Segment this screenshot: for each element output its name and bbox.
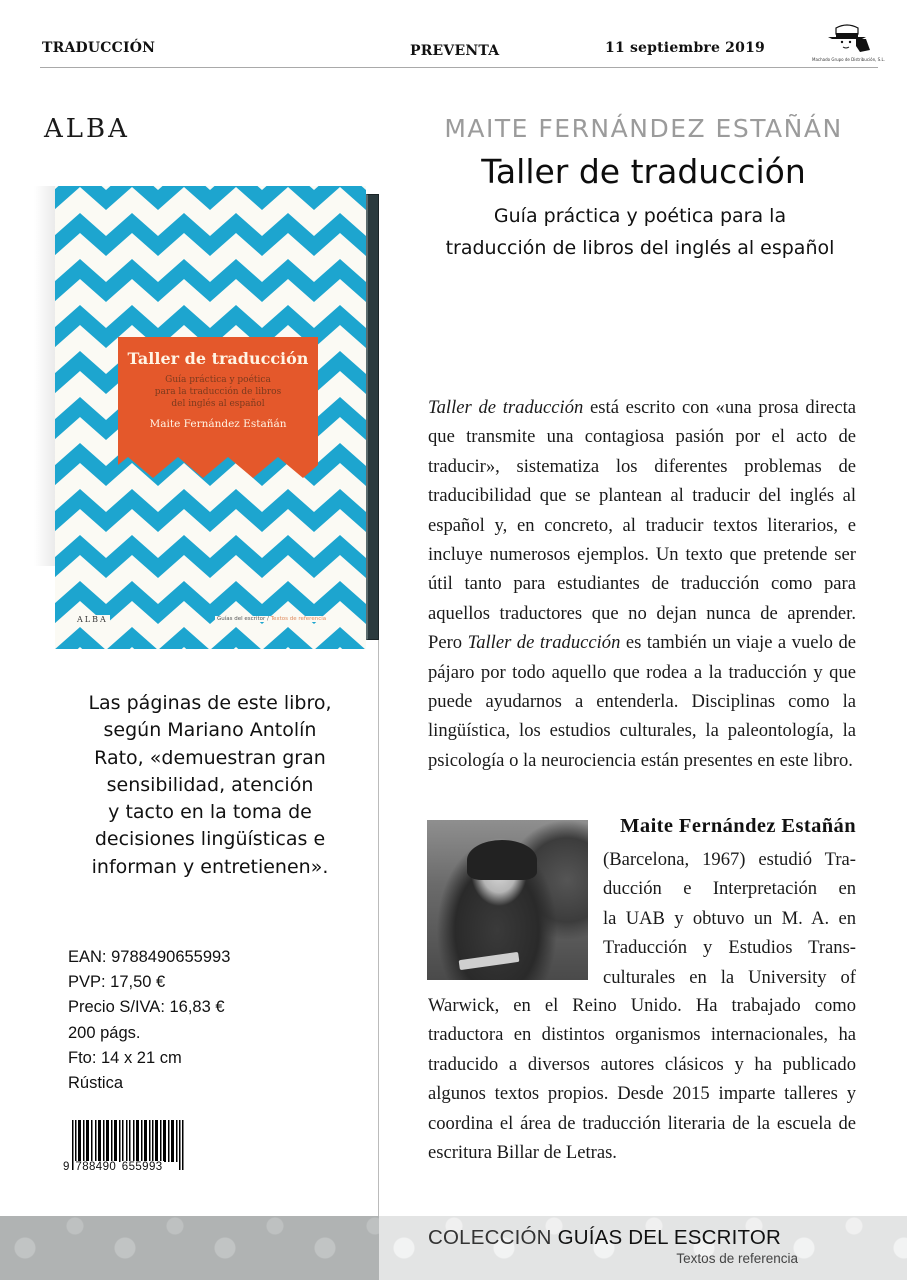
book-specs	[68, 945, 230, 1096]
subtitle-line: traducción de libros del inglés al español	[445, 237, 835, 259]
description-italic-title: Taller de traducción	[467, 632, 621, 654]
spec-pages: 200 págs.	[68, 1023, 141, 1042]
hat-man-icon	[812, 22, 882, 56]
barcode-digit-first: 9	[63, 1161, 70, 1173]
barcode	[62, 1120, 198, 1176]
spec-ean: EAN: 9788490655993	[68, 948, 231, 966]
cover-series-sub: Textos de referencia	[268, 616, 327, 622]
distributor-name: Machado Grupo de Distribución, S.L.	[812, 57, 885, 62]
quote-line: informan y entretienen».	[91, 855, 329, 878]
spec-format: Fto: 14 x 21 cm	[68, 1048, 182, 1067]
description-italic-title: Taller de traducción	[428, 397, 584, 418]
spec-pvp: PVP: 17,50 €	[68, 973, 166, 992]
collection-subtitle: Textos de referencia	[676, 1251, 798, 1266]
quote-line: Las páginas de este libro,	[88, 692, 332, 714]
cover-series-name: Guías del escritor /	[217, 616, 269, 622]
barcode-number	[62, 1161, 198, 1173]
bio-text-wrapped	[603, 845, 856, 992]
book-subtitle	[420, 200, 860, 264]
quote-line: Rato, «demuestran gran	[94, 746, 326, 769]
section-label: TRADUCCIÓN	[42, 40, 156, 56]
quote-line: según Mariano Antolín	[103, 719, 317, 742]
footer-pattern-dark	[0, 1216, 379, 1280]
spec-price-no-vat: Precio S/IVA: 16,83 €	[68, 998, 225, 1017]
barcode-digits-left: 788490	[75, 1161, 117, 1173]
bio-line: la UAB y obtuvo un M. A. en	[603, 907, 856, 929]
collection-title	[428, 1226, 781, 1250]
cover-subtitle	[128, 374, 308, 410]
quote-line: decisiones lingüísticas e	[94, 828, 326, 851]
bio-author-name: Maite Fernández Estañán	[620, 815, 856, 837]
subtitle-line: Guía práctica y poética para la	[493, 205, 787, 227]
cover-subtitle-line: Guía práctica y poética	[165, 375, 271, 385]
cover-author: Maite Fernández Estañán	[149, 418, 287, 430]
bio-line: Traducción y Estudios Trans-	[603, 937, 856, 959]
book-spine	[366, 194, 379, 640]
quote-line: sensibilidad, atención	[106, 773, 314, 796]
publisher-logo: ALBA	[44, 114, 130, 144]
description-text: es también un viaje a vuelo de pájaro por todo aquello que rodea a la traducción y que puede ayudarnos a entenderla. Disciplinas como la lingüística, los estudios culturales, la paleontología, la psicología o la neurociencia están presentes en este libro.	[428, 632, 857, 771]
author-photo	[427, 820, 588, 980]
cover-title-label	[118, 337, 318, 478]
bio-text-continued: Warwick, en el Reino Unido. Ha trabajado como traductora en distintos organismos internacionales, ha traducido a diversos autores clásicos y ha publicado algunos textos propios. Desde 2015 imparte talleres y coordina el área de traducción literaria de la escuela de escritura Billar de Letras.	[428, 995, 856, 1164]
photo-hair	[467, 840, 537, 880]
release-date: 11 septiembre 2019	[605, 40, 765, 56]
book-cover	[55, 186, 366, 649]
column-divider	[378, 640, 379, 1217]
distributor-logo	[812, 22, 885, 66]
spec-binding: Rústica	[68, 1074, 124, 1093]
collection-name: GUÍAS DEL ESCRITOR	[557, 1226, 782, 1249]
quote-line: y tacto en la toma de	[108, 801, 312, 824]
photo-book	[459, 952, 520, 970]
header-divider	[40, 67, 878, 68]
presale-label: PREVENTA	[410, 43, 500, 59]
author-name-heading: MAITE FERNÁNDEZ ESTAÑÁN	[444, 114, 843, 143]
barcode-digits-right: 655993	[121, 1161, 163, 1173]
cover-publisher: ALBA	[77, 615, 108, 624]
cover-subtitle-line: para la traducción de libros	[154, 387, 282, 397]
book-description	[428, 393, 856, 775]
book-title: Taller de traducción	[481, 152, 806, 191]
description-text: está escrito con «una prosa directa que transmite una contagiosa pasión por el acto de traducir», sistematiza los diferentes problemas de traducibilidad que se plantean al traducir del inglés al español y, en concreto, al traducir textos literarios, e incluye numerosos ejemplos. Un texto que pretende ser útil tanto para estudiantes de traducción como para aquellos traductores que no dejan nunca de aprender. Pero	[428, 397, 856, 654]
review-quote	[60, 690, 360, 881]
cover-title: Taller de traducción	[127, 349, 309, 368]
bio-line: ducción e Interpretación en	[603, 878, 856, 900]
collection-prefix: COLECCIÓN	[428, 1226, 558, 1249]
cover-subtitle-line: del inglés al español	[171, 399, 265, 409]
bio-line: (Barcelona, 1967) estudió Tra-	[603, 849, 856, 870]
cover-series	[215, 616, 328, 622]
bio-line: culturales en la University of	[603, 966, 856, 988]
